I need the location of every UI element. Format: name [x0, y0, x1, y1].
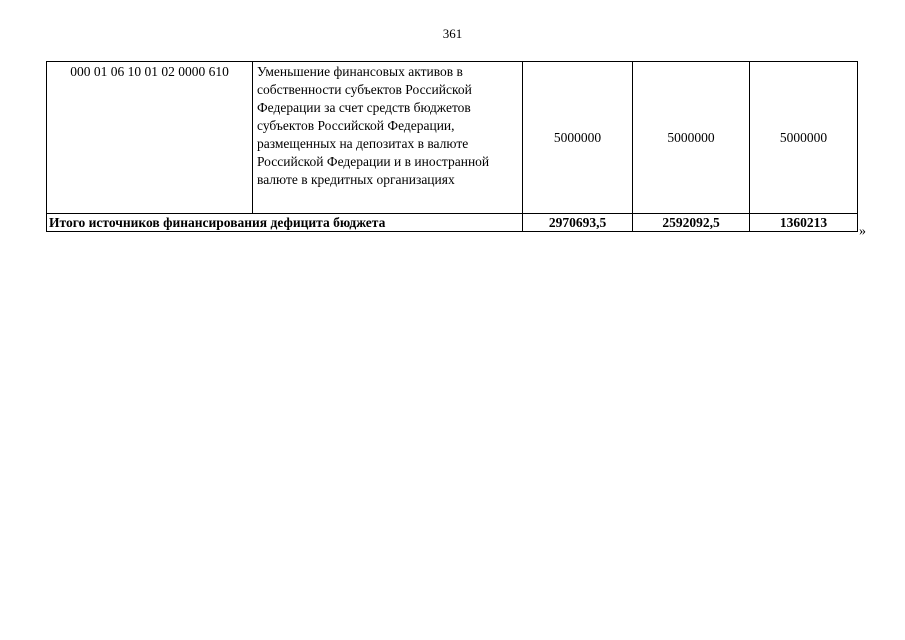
- value-cell-year-1: 5000000: [523, 62, 633, 214]
- financing-sources-table: [46, 61, 858, 232]
- page-number: 361: [442, 26, 463, 41]
- closing-quote: »: [859, 224, 866, 239]
- total-value-year-2: 2592092,5: [633, 214, 750, 232]
- total-label-cell: Итого источников финансирования дефицита бюджета: [47, 214, 523, 232]
- table-row: [47, 62, 858, 214]
- value-cell-year-2: 5000000: [633, 62, 750, 214]
- budget-code-cell: 000 01 06 10 01 02 0000 610: [47, 62, 253, 214]
- total-value-year-1: 2970693,5: [523, 214, 633, 232]
- value-cell-year-3: 5000000: [750, 62, 858, 214]
- total-value-year-3: 1360213: [750, 214, 858, 232]
- row-description-cell: Уменьшение финансовых активов в собственности субъектов Российской Федерации за счет средств бюджетов субъектов Российской Федерации, размещенных на депозитах в валюте Российской Федерации и в иностранной валюте в кредитных организациях: [253, 62, 523, 214]
- total-row: [47, 214, 858, 232]
